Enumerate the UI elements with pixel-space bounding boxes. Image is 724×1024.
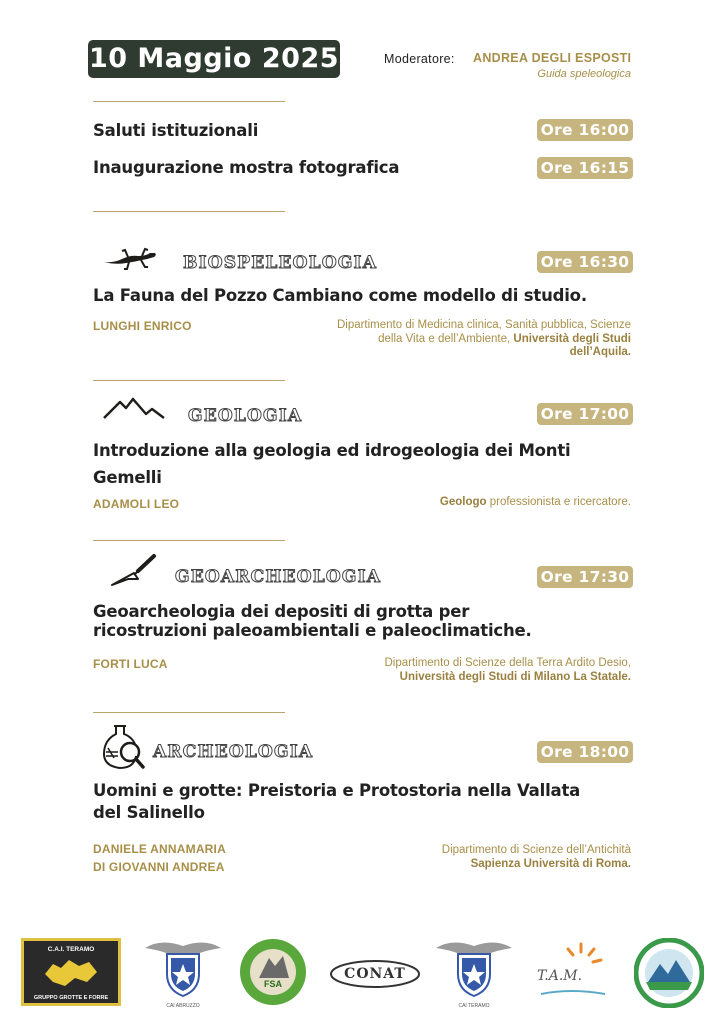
time-badge: Ore 16:00: [537, 119, 633, 141]
divider: [93, 211, 285, 212]
talk-title-line: La Fauna del Pozzo Cambiano come modello di studio.: [93, 286, 587, 305]
amphora-magnifier-icon: [100, 722, 146, 774]
logo-text: GRUPPO GROTTE E FORRE: [33, 995, 109, 1001]
conat-logo: [328, 938, 422, 1006]
affiliation: [271, 496, 631, 510]
time-badge: Ore 17:00: [537, 403, 633, 425]
cave-map-icon: [41, 956, 101, 990]
comitato-scientifico-logo: [634, 938, 704, 1006]
section-title: BIOSPELEOLOGIA: [183, 253, 378, 273]
affiliation-line: [271, 346, 631, 360]
intro-title: Saluti istituzionali: [93, 121, 259, 140]
affiliation: [271, 844, 631, 871]
affiliation-line: [271, 858, 631, 872]
cai-abruzzo-logo: [141, 938, 225, 1009]
cai-teramo-logo: [21, 938, 121, 1006]
time-badge: Ore 16:15: [537, 157, 633, 179]
university-name: Università degli Studi di Milano La Statale.: [399, 670, 631, 683]
affiliation-bold: Geologo: [439, 496, 487, 508]
trowel-icon: [108, 553, 158, 589]
moderator-role: Guida speleologica: [537, 68, 631, 80]
speaker-name: FORTI LUCA: [93, 657, 168, 671]
university-name: Università degli Studi: [513, 332, 631, 345]
talk-title-line: Gemelli: [93, 468, 162, 487]
logo-text: T.A.M.: [537, 968, 583, 984]
affiliation-line: Dipartimento di Scienze della Terra Ardito Desio,: [384, 657, 631, 669]
speaker-name: DANIELE ANNAMARIA: [93, 842, 226, 856]
talk-title: [93, 602, 603, 640]
talk-title-line: Geoarcheologia dei depositi di grotta per: [93, 602, 470, 621]
logo-text: C.A.I. TERAMO: [47, 946, 95, 953]
university-name: dell’Aquila.: [569, 346, 631, 358]
talk-title-line: ricostruzioni paleoambientali e paleoclimatiche.: [93, 621, 532, 640]
affiliation-line: [271, 333, 631, 347]
fsa-emblem-icon: [237, 938, 309, 1006]
affiliation: [271, 319, 631, 360]
moderator-name: ANDREA DEGLI ESPOSTI: [473, 51, 632, 65]
section-title: ARCHEOLOGIA: [153, 742, 314, 762]
affiliation: [271, 657, 631, 684]
speaker-name: LUNGHI ENRICO: [93, 319, 192, 333]
fsa-logo: [237, 938, 309, 1006]
tam-logo: [535, 938, 609, 1006]
talk-title-line: Introduzione alla geologia ed idrogeologia dei Monti: [93, 441, 571, 460]
time-badge: Ore 18:00: [537, 741, 633, 763]
talk-title-line: del Salinello: [93, 803, 205, 822]
eagle-shield-icon: [141, 938, 225, 998]
speaker-name: ADAMOLI LEO: [93, 497, 180, 511]
affiliation-line: Dipartimento di Medicina clinica, Sanità pubblica, Scienze: [336, 319, 631, 331]
moderator-label: Moderatore:: [384, 52, 455, 66]
logo-text: FSA: [264, 979, 282, 989]
time-badge: Ore 16:30: [537, 251, 633, 273]
mountains-icon: [102, 396, 166, 422]
logo-text: CAI TERAMO: [458, 1003, 490, 1009]
time-badge: Ore 17:30: [537, 566, 633, 588]
university-name: Sapienza Università di Roma.: [470, 857, 631, 870]
date-badge: 10 Maggio 2025: [88, 40, 340, 78]
divider: [93, 712, 285, 713]
speaker-names: [93, 840, 226, 876]
talk-title: [93, 780, 603, 824]
talk-title-line: Uomini e grotte: Preistoria e Protostoria nella Vallata: [93, 781, 581, 800]
divider: [93, 540, 285, 541]
talk-title: [93, 285, 603, 307]
salamander-icon: [102, 244, 158, 272]
affiliation-line: Dipartimento di Scienze dell’Antichità: [441, 844, 631, 856]
divider: [93, 380, 285, 381]
affiliation-text: professionista e ricercatore.: [489, 496, 631, 508]
speaker-name: DI GIOVANNI ANDREA: [93, 860, 225, 874]
section-title: GEOARCHEOLOGIA: [175, 567, 382, 587]
logo-text: CAI ABRUZZO: [166, 1003, 200, 1009]
logo-text: CONAT: [344, 966, 406, 982]
eagle-shield-icon: [432, 938, 516, 998]
talk-title: [93, 437, 603, 491]
divider: [93, 101, 285, 102]
comitato-emblem-icon: [634, 938, 704, 1008]
intro-title: Inaugurazione mostra fotografica: [93, 158, 400, 177]
affiliation-line: [271, 496, 631, 510]
section-title: GEOLOGIA: [188, 406, 303, 426]
cai-teramo-eagle-logo: [432, 938, 516, 1009]
affiliation-text: della Vita e dell’Ambiente,: [378, 332, 511, 345]
affiliation-line: [271, 671, 631, 685]
